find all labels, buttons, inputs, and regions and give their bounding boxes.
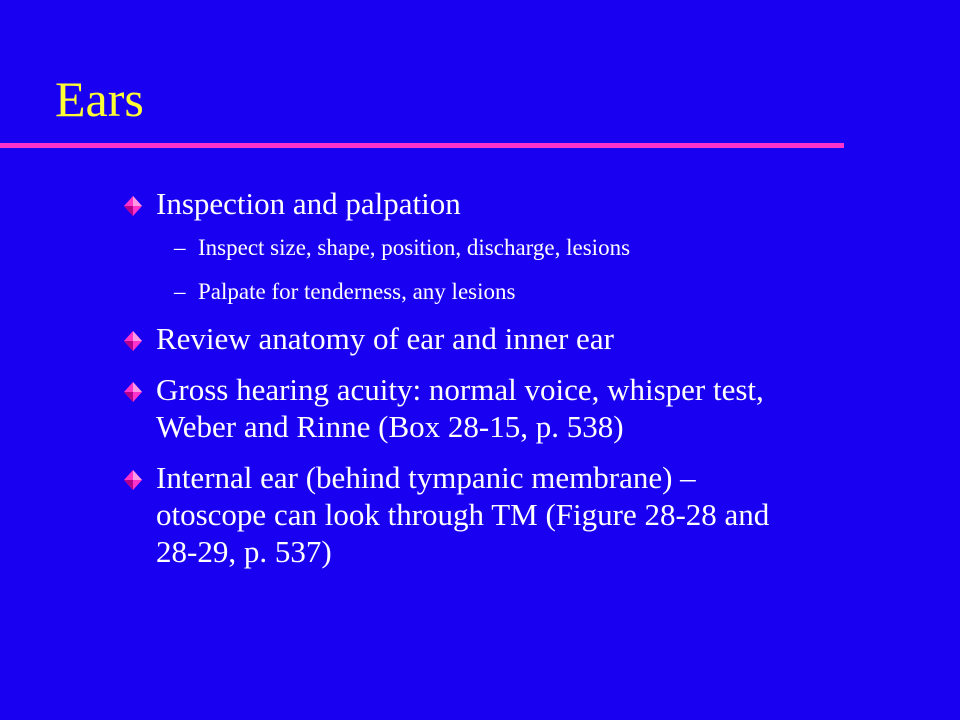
bullet-text-line: otoscope can look through TM (Figure 28-28 and (156, 497, 770, 532)
bullet-text-line: 28-29, p. 537) (156, 534, 332, 569)
sub-bullet-text: Palpate for tenderness, any lesions (198, 279, 516, 304)
slide-title: Ears (55, 71, 144, 127)
bullet-text-line: Weber and Rinne (Box 28-15, p. 538) (156, 409, 624, 444)
dash-marker: – (174, 235, 186, 260)
bullet-text: Inspection and palpation (156, 186, 461, 221)
dash-marker: – (174, 279, 186, 304)
sub-bullet-text: Inspect size, shape, position, discharge, lesions (198, 235, 631, 260)
bullet-text-line: Internal ear (behind tympanic membrane) – (156, 460, 696, 495)
bullet-text: Review anatomy of ear and inner ear (156, 321, 614, 356)
bullet-text-line: Gross hearing acuity: normal voice, whisper test, (156, 372, 764, 407)
